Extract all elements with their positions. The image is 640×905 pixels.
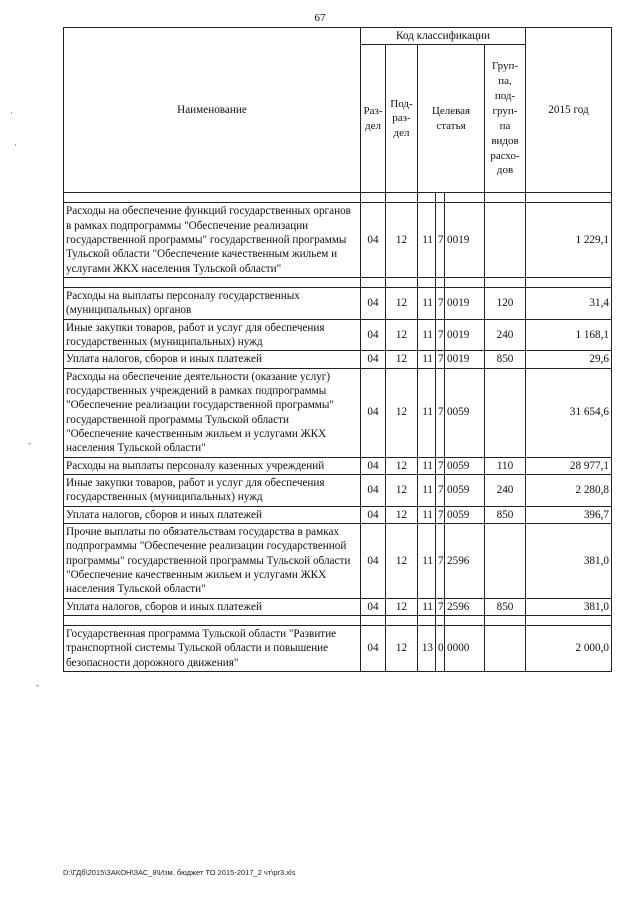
table-row bbox=[64, 457, 612, 474]
row-name: Расходы на выплаты персоналу государственных (муниципальных) органов bbox=[64, 287, 361, 319]
row-name: Расходы на обеспечение функций государственных органов в рамках подпрограммы "Обеспечение реализации государственной программы" государственной программы Тульской области "Обеспечение качественным жильем и услугами ЖКХ населения Тульской области" bbox=[64, 203, 361, 278]
row-target-subprogram: 7 bbox=[436, 457, 445, 474]
table-row bbox=[64, 319, 612, 351]
header-year: 2015 год bbox=[526, 28, 612, 193]
header-group: Груп- па, под- груп- па видов расхо- дов bbox=[485, 45, 526, 193]
row-podrazdel: 12 bbox=[386, 598, 418, 615]
row-razdel: 04 bbox=[361, 523, 386, 598]
margin-mark: · bbox=[10, 108, 13, 118]
header-razdel: Раз- дел bbox=[361, 45, 386, 193]
row-target-subprogram: 7 bbox=[436, 523, 445, 598]
margin-mark: - bbox=[28, 438, 31, 448]
row-razdel: 04 bbox=[361, 319, 386, 351]
row-razdel: 04 bbox=[361, 625, 386, 671]
header-target: Целевая статья bbox=[418, 45, 485, 193]
row-amount: 29,6 bbox=[526, 351, 612, 368]
row-target-program: 11 bbox=[418, 287, 436, 319]
row-name: Уплата налогов, сборов и иных платежей bbox=[64, 598, 361, 615]
row-expense-group: 850 bbox=[485, 598, 526, 615]
row-expense-group bbox=[485, 523, 526, 598]
row-target-subprogram: 0 bbox=[436, 625, 445, 671]
row-name: Прочие выплаты по обязательствам государства в рамках подпрограммы "Обеспечение реализации государственной программы" государственной программы Тульской области "Обеспечение качественным жильем и услугами ЖКХ населения Тульской области" bbox=[64, 523, 361, 598]
row-razdel: 04 bbox=[361, 203, 386, 278]
row-target-code: 0059 bbox=[445, 506, 485, 523]
row-expense-group bbox=[485, 203, 526, 278]
row-podrazdel: 12 bbox=[386, 368, 418, 457]
row-expense-group: 110 bbox=[485, 457, 526, 474]
margin-mark: - bbox=[36, 680, 39, 690]
row-target-subprogram: 7 bbox=[436, 203, 445, 278]
row-expense-group: 240 bbox=[485, 474, 526, 506]
row-name: Уплата налогов, сборов и иных платежей bbox=[64, 351, 361, 368]
row-target-code: 2596 bbox=[445, 523, 485, 598]
row-amount: 381,0 bbox=[526, 598, 612, 615]
spacer-row bbox=[64, 277, 612, 287]
row-target-program: 11 bbox=[418, 203, 436, 278]
row-target-program: 11 bbox=[418, 351, 436, 368]
row-target-code: 0019 bbox=[445, 351, 485, 368]
row-expense-group bbox=[485, 625, 526, 671]
row-razdel: 04 bbox=[361, 368, 386, 457]
row-target-subprogram: 7 bbox=[436, 368, 445, 457]
row-target-subprogram: 7 bbox=[436, 474, 445, 506]
table-row bbox=[64, 474, 612, 506]
row-target-code: 0019 bbox=[445, 287, 485, 319]
row-amount: 2 000,0 bbox=[526, 625, 612, 671]
row-razdel: 04 bbox=[361, 474, 386, 506]
table-row bbox=[64, 523, 612, 598]
page-number: 67 bbox=[314, 12, 326, 24]
row-podrazdel: 12 bbox=[386, 203, 418, 278]
row-target-subprogram: 7 bbox=[436, 319, 445, 351]
header-code-classification: Код классификации bbox=[361, 28, 526, 45]
row-podrazdel: 12 bbox=[386, 457, 418, 474]
row-name: Государственная программа Тульской области "Развитие транспортной системы Тульской области и повышение безопасности дорожного движения" bbox=[64, 625, 361, 671]
row-podrazdel: 12 bbox=[386, 625, 418, 671]
table-row bbox=[64, 598, 612, 615]
header-podrazdel: Под- раз- дел bbox=[386, 45, 418, 193]
row-target-code: 0019 bbox=[445, 203, 485, 278]
row-name: Иные закупки товаров, работ и услуг для обеспечения государственных (муниципальных) нужд bbox=[64, 319, 361, 351]
row-target-code: 0059 bbox=[445, 474, 485, 506]
row-amount: 31 654,6 bbox=[526, 368, 612, 457]
row-podrazdel: 12 bbox=[386, 351, 418, 368]
spacer-row bbox=[64, 193, 612, 203]
row-razdel: 04 bbox=[361, 287, 386, 319]
row-expense-group: 850 bbox=[485, 506, 526, 523]
row-amount: 1 229,1 bbox=[526, 203, 612, 278]
table-row bbox=[64, 506, 612, 523]
row-amount: 1 168,1 bbox=[526, 319, 612, 351]
row-target-code: 0000 bbox=[445, 625, 485, 671]
row-target-code: 2596 bbox=[445, 598, 485, 615]
header-name: Наименование bbox=[64, 28, 361, 193]
row-razdel: 04 bbox=[361, 351, 386, 368]
row-target-subprogram: 7 bbox=[436, 506, 445, 523]
row-target-program: 13 bbox=[418, 625, 436, 671]
budget-table bbox=[63, 27, 612, 672]
row-podrazdel: 12 bbox=[386, 319, 418, 351]
row-expense-group: 120 bbox=[485, 287, 526, 319]
row-target-code: 0019 bbox=[445, 319, 485, 351]
row-amount: 31,4 bbox=[526, 287, 612, 319]
row-name: Расходы на выплаты персоналу казенных учреждений bbox=[64, 457, 361, 474]
file-path-footer: D:\ГДб\2015\ЗАКОН\ЗАС_8\Изм. бюджет ТО 2015-2017_2 чт\pr3.xls bbox=[63, 868, 296, 877]
table-row bbox=[64, 287, 612, 319]
row-name: Расходы на обеспечение деятельности (оказание услуг) государственных учреждений в рамках подпрограммы "Обеспечение реализации государственной программы" государственной программы Тульской области "Обеспечение качественным жильем и услугами ЖКХ населения Тульской области" bbox=[64, 368, 361, 457]
table-row bbox=[64, 203, 612, 278]
row-target-subprogram: 7 bbox=[436, 287, 445, 319]
row-target-program: 11 bbox=[418, 474, 436, 506]
table-row bbox=[64, 368, 612, 457]
table-row bbox=[64, 625, 612, 671]
row-target-program: 11 bbox=[418, 457, 436, 474]
row-target-program: 11 bbox=[418, 506, 436, 523]
row-target-subprogram: 7 bbox=[436, 351, 445, 368]
row-razdel: 04 bbox=[361, 598, 386, 615]
row-target-code: 0059 bbox=[445, 368, 485, 457]
row-target-program: 11 bbox=[418, 598, 436, 615]
row-target-program: 11 bbox=[418, 523, 436, 598]
row-amount: 2 280,8 bbox=[526, 474, 612, 506]
row-name: Уплата налогов, сборов и иных платежей bbox=[64, 506, 361, 523]
row-name: Иные закупки товаров, работ и услуг для обеспечения государственных (муниципальных) нужд bbox=[64, 474, 361, 506]
row-target-program: 11 bbox=[418, 319, 436, 351]
row-razdel: 04 bbox=[361, 506, 386, 523]
spacer-row bbox=[64, 615, 612, 625]
table-row bbox=[64, 351, 612, 368]
row-razdel: 04 bbox=[361, 457, 386, 474]
row-podrazdel: 12 bbox=[386, 474, 418, 506]
row-target-subprogram: 7 bbox=[436, 598, 445, 615]
row-expense-group: 850 bbox=[485, 351, 526, 368]
row-podrazdel: 12 bbox=[386, 506, 418, 523]
row-podrazdel: 12 bbox=[386, 287, 418, 319]
row-amount: 396,7 bbox=[526, 506, 612, 523]
row-expense-group bbox=[485, 368, 526, 457]
row-amount: 381,0 bbox=[526, 523, 612, 598]
row-amount: 28 977,1 bbox=[526, 457, 612, 474]
margin-mark: · bbox=[14, 140, 17, 150]
row-expense-group: 240 bbox=[485, 319, 526, 351]
row-target-program: 11 bbox=[418, 368, 436, 457]
row-target-code: 0059 bbox=[445, 457, 485, 474]
row-podrazdel: 12 bbox=[386, 523, 418, 598]
